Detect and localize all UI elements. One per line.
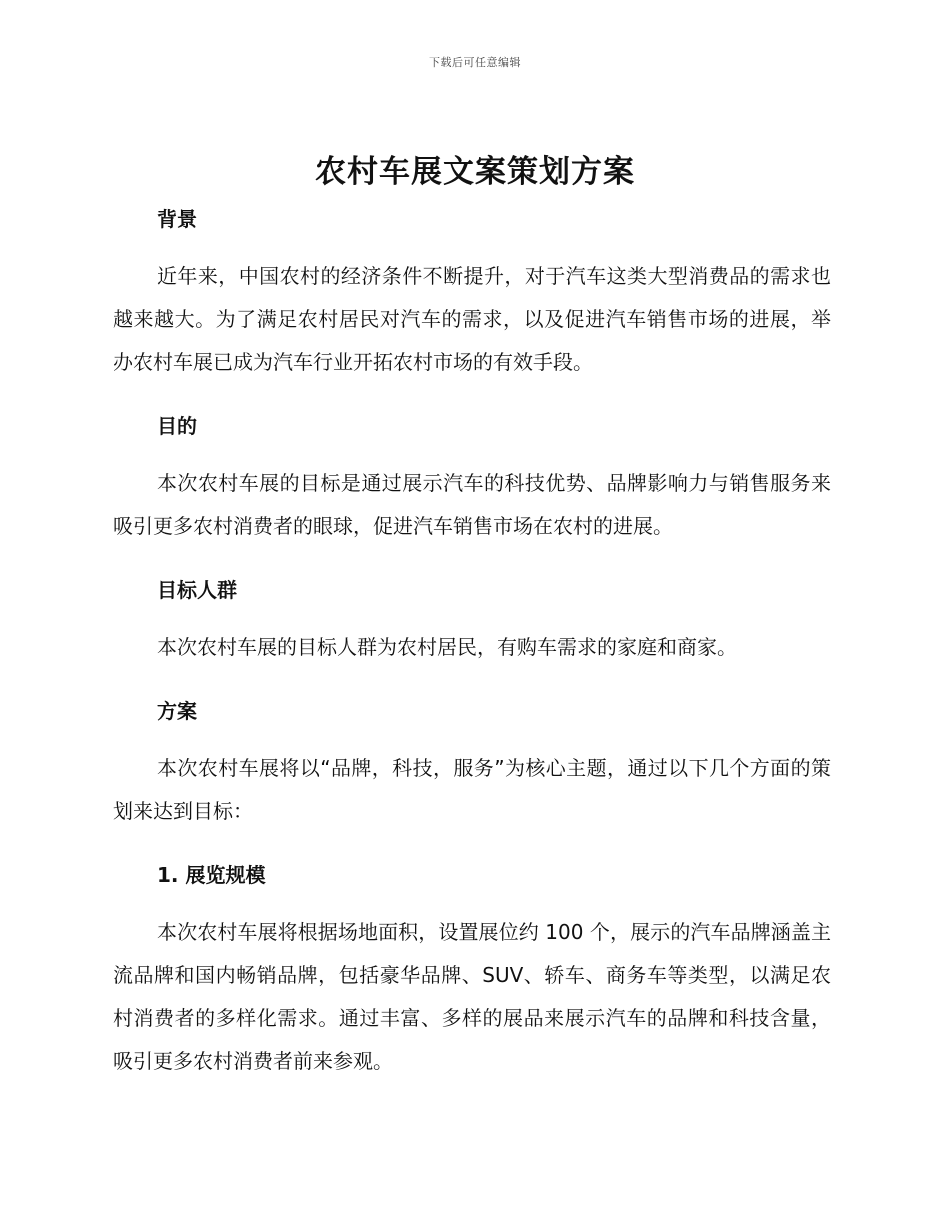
section-paragraph-background: 近年来，中国农村的经济条件不断提升，对于汽车这类大型消费品的需求也越来越大。为了满足农村居民对汽车的需求，以及促进汽车销售市场的进展，举办农村车展已成为汽车行业开拓农村市场的有效手段。: [113, 264, 831, 374]
section-paragraph-exhibition-scale: 本次农村车展将根据场地面积，设置展位约 100 个，展示的汽车品牌涵盖主流品牌和国内畅销品牌，包括豪华品牌、SUV、轿车、商务车等类型，以满足农村消费者的多样化需求。通过丰富、多样的展品来展示汽车的品牌和科技含量，吸引更多农村消费者前来参观。: [113, 920, 831, 1073]
section-heading-target-audience: 目标人群: [157, 578, 237, 602]
page-header-note: 下载后可任意编辑: [429, 56, 521, 69]
section-paragraph-purpose: 本次农村车展的目标是通过展示汽车的科技优势、品牌影响力与销售服务来吸引更多农村消费者的眼球，促进汽车销售市场在农村的进展。: [113, 471, 831, 538]
section-heading-purpose: 目的: [157, 414, 197, 438]
section-heading-plan: 方案: [157, 699, 197, 723]
section-heading-exhibition-scale: 1. 展览规模: [157, 863, 266, 887]
section-paragraph-target-audience: 本次农村车展的目标人群为农村居民，有购车需求的家庭和商家。: [157, 635, 737, 659]
section-paragraph-plan: 本次农村车展将以“品牌，科技，服务”为核心主题，通过以下几个方面的策划来达到目标：: [113, 756, 831, 823]
document-title: 农村车展文案策划方案: [315, 154, 635, 190]
document-body: [113, 204, 831, 1083]
section-heading-background: 背景: [157, 207, 197, 231]
